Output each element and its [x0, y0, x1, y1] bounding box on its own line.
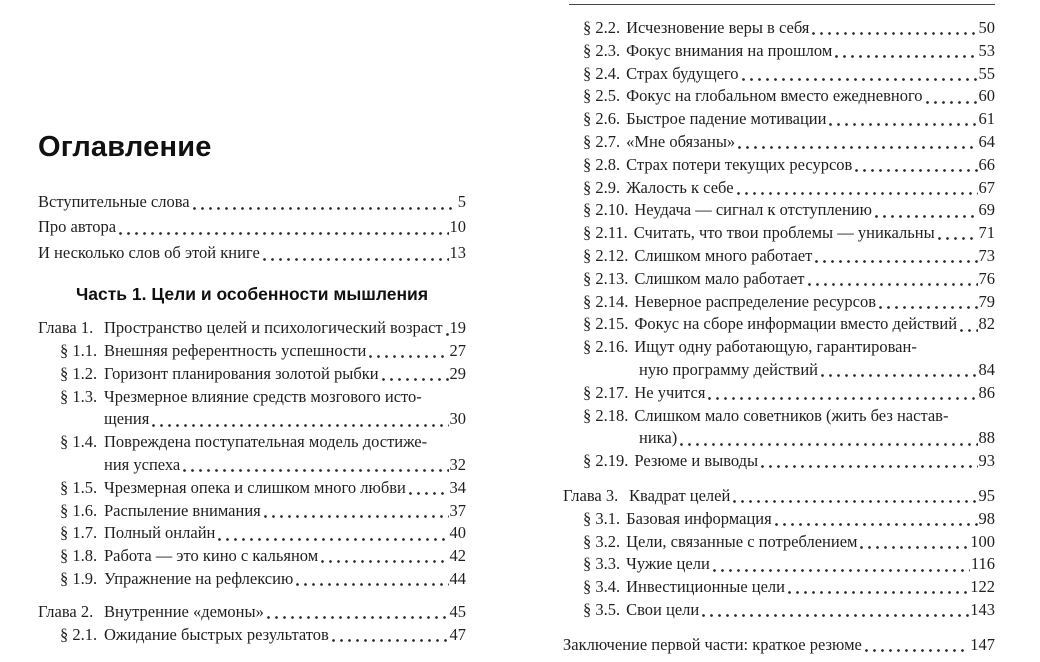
entry-page: 45: [449, 601, 466, 621]
entry-page: 93: [978, 451, 995, 471]
entry-title: Горизонт планирования золотой рыбки: [104, 363, 379, 383]
dot-leader: [829, 122, 977, 127]
entry-title: Полный онлайн: [104, 523, 216, 543]
toc-entry[interactable]: [38, 500, 466, 523]
entry-page: 53: [978, 40, 995, 60]
entry-page: 100: [970, 531, 995, 551]
entry-label: § 2.12.: [583, 245, 629, 265]
dot-leader: [369, 354, 448, 359]
entry-page: 147: [970, 634, 995, 654]
entry-label: § 2.6.: [583, 109, 621, 129]
toc-entry[interactable]: [563, 268, 995, 291]
entry-title: Быстрое падение мотивации: [626, 109, 827, 129]
page-top-rule: [569, 4, 995, 5]
entry-label: § 2.10.: [583, 200, 629, 220]
entry-title: Ищут одну работающую, гарантирован-: [634, 337, 917, 357]
entry-title: Страх потери текущих ресурсов: [626, 154, 853, 174]
entry-label: § 2.15.: [583, 314, 629, 334]
entry-title: Инвестиционные цели: [626, 577, 785, 597]
toc-entry[interactable]: [563, 85, 995, 108]
dot-leader: [713, 568, 970, 573]
entry-label: § 3.5.: [583, 599, 621, 619]
toc-entry[interactable]: [563, 291, 995, 314]
dot-leader: [865, 648, 969, 653]
entry-title: Цели, связанные с потреблением: [626, 531, 858, 551]
entry-title: «Мне обязаны»: [626, 131, 736, 151]
toc-list-left: [38, 317, 466, 646]
toc-entry[interactable]: [38, 477, 466, 500]
entry-label: § 1.2.: [60, 363, 98, 383]
dot-leader: [708, 396, 977, 401]
dot-leader: [218, 537, 448, 542]
toc-entry[interactable]: [38, 624, 466, 647]
dot-leader: [152, 423, 448, 428]
toc-entry[interactable]: [563, 245, 995, 268]
entry-page: 37: [449, 500, 466, 520]
entry-title: Неудача — сигнал к отступлению: [634, 200, 872, 220]
entry-label: Глава 2.: [38, 601, 94, 621]
entry-label: § 2.1.: [60, 624, 98, 644]
entry-label: § 2.16.: [583, 337, 629, 357]
part-heading: Часть 1. Цели и особенности мышления: [75, 284, 429, 305]
dot-leader: [761, 464, 977, 469]
dot-leader: [788, 590, 969, 595]
dot-leader: [733, 499, 977, 504]
toc-entry[interactable]: [38, 601, 466, 624]
dot-leader: [264, 514, 449, 519]
toc-entry[interactable]: [563, 17, 995, 40]
toc-entry[interactable]: [563, 634, 995, 657]
entry-page: 42: [449, 546, 466, 566]
toc-entry[interactable]: [563, 450, 995, 473]
entry-title: Чрезмерная опека и слишком много любви: [104, 477, 406, 497]
entry-label: § 1.4.: [60, 432, 98, 452]
entry-page: 40: [449, 523, 466, 543]
entry-title: Распыление внимания: [104, 500, 261, 520]
entry-label: § 3.1.: [583, 508, 621, 528]
spacer: [563, 622, 995, 634]
entry-label: § 2.4.: [583, 63, 621, 83]
entry-title: Повреждена поступательная модель достиже-: [104, 432, 428, 452]
entry-title: Неверное распределение ресурсов: [634, 291, 877, 311]
entry-title-continuation: ную программу действий: [639, 359, 818, 379]
toc-entry[interactable]: [563, 336, 995, 359]
entry-title: Страх будущего: [626, 63, 739, 83]
toc-entry[interactable]: [563, 222, 995, 245]
entry-label: § 1.5.: [60, 477, 98, 497]
dot-leader: [702, 613, 969, 618]
toc-entry[interactable]: [563, 63, 995, 86]
entry-page: 29: [449, 363, 466, 383]
entry-title: Чужие цели: [626, 554, 710, 574]
entry-page: 34: [449, 477, 466, 497]
entry-page: 88: [978, 428, 995, 448]
entry-label: § 2.13.: [583, 268, 629, 288]
entry-label: § 2.7.: [583, 131, 621, 151]
entry-title-continuation: ника): [639, 428, 678, 448]
entry-title: Слишком мало работает: [634, 268, 805, 288]
dot-leader: [938, 236, 978, 241]
entry-label: § 1.3.: [60, 386, 98, 406]
spacer: [563, 473, 995, 485]
entry-page: 32: [449, 455, 466, 474]
entry-label: § 2.8.: [583, 154, 621, 174]
entry-label: § 2.17.: [583, 382, 629, 402]
entry-title: Внутренние «демоны»: [104, 601, 264, 621]
entry-page: 64: [978, 131, 995, 151]
toc-entry[interactable]: [38, 214, 466, 239]
entry-title: Работа — это кино с кальяном: [104, 546, 319, 566]
entry-page: 86: [978, 382, 995, 402]
entry-page: 95: [978, 485, 995, 505]
toc-entry[interactable]: [563, 485, 995, 508]
toc-entry[interactable]: [38, 317, 466, 340]
entry-title: Резюме и выводы: [634, 451, 759, 471]
entry-title: Пространство целей и психологический возраст: [104, 318, 443, 338]
toc-entry[interactable]: [38, 340, 466, 363]
entry-label: § 2.5.: [583, 86, 621, 106]
dot-leader: [808, 282, 978, 287]
entry-label: § 3.2.: [583, 531, 621, 551]
entry-label: § 2.2.: [583, 18, 621, 37]
entry-label: § 1.6.: [60, 500, 98, 520]
entry-title: Про автора: [38, 217, 117, 237]
dot-leader: [680, 442, 977, 447]
entry-label: § 1.1.: [60, 341, 98, 361]
entry-page: 82: [978, 314, 995, 334]
toc-entry[interactable]: [38, 189, 466, 214]
dot-leader: [332, 638, 449, 643]
entry-page: 13: [449, 242, 466, 262]
entry-title: Исчезновение веры в себя: [626, 18, 810, 37]
entry-title: Заключение первой части: краткое резюме: [563, 634, 862, 654]
toc-entry[interactable]: [38, 431, 466, 454]
entry-title-continuation: ния успеха: [104, 455, 181, 474]
dot-leader: [263, 257, 449, 262]
entry-title-continuation: щения: [104, 409, 150, 429]
dot-leader: [860, 545, 969, 550]
page-right: [563, 0, 995, 657]
dot-leader: [119, 231, 448, 236]
dot-leader: [321, 559, 448, 564]
dot-leader: [875, 214, 978, 219]
entry-page: 69: [978, 200, 995, 220]
entry-page: 143: [970, 599, 995, 619]
toc-entry[interactable]: [563, 531, 995, 554]
dot-leader: [926, 100, 978, 105]
entry-label: § 2.14.: [583, 291, 629, 311]
entry-label: § 1.9.: [60, 568, 98, 588]
dot-leader: [296, 582, 448, 587]
dot-leader: [855, 168, 977, 173]
toc-list-right: [563, 17, 995, 657]
dot-leader: [742, 77, 978, 82]
entry-title: Считать, что твои проблемы — уникальны: [633, 223, 935, 243]
entry-title: И несколько слов об этой книге: [38, 242, 260, 262]
front-matter-list: [38, 189, 466, 265]
dot-leader: [960, 328, 977, 333]
toc-entry[interactable]: [563, 40, 995, 63]
entry-page: 116: [970, 554, 995, 574]
toc-entry[interactable]: [563, 199, 995, 222]
entry-page: 61: [978, 109, 995, 129]
dot-leader: [193, 206, 457, 211]
entry-title: Внешняя референтность успешности: [104, 341, 367, 361]
toc-entry[interactable]: [563, 382, 995, 405]
entry-page: 55: [978, 63, 995, 83]
entry-title: Фокус внимания на прошлом: [626, 40, 833, 60]
entry-title: Слишком мало советников (жить без настав-: [634, 405, 949, 425]
dot-leader: [835, 54, 977, 59]
entry-label: § 2.11.: [583, 223, 628, 243]
entry-title: Квадрат целей: [629, 485, 731, 505]
dot-leader: [812, 31, 977, 36]
entry-label: § 2.9.: [583, 177, 621, 197]
dot-leader: [879, 305, 977, 310]
dot-leader: [183, 468, 448, 473]
entry-page: 50: [978, 18, 995, 37]
toc-entry-continuation[interactable]: [38, 454, 466, 477]
toc-entry[interactable]: [38, 568, 466, 591]
entry-page: 19: [449, 318, 466, 338]
entry-page: 84: [978, 359, 995, 379]
toc-entry[interactable]: [563, 599, 995, 622]
entry-page: 30: [449, 409, 466, 429]
dot-leader: [821, 373, 978, 378]
entry-title: Жалость к себе: [626, 177, 734, 197]
toc-title: Оглавление: [38, 131, 212, 163]
toc-entry[interactable]: [563, 313, 995, 336]
entry-page: 44: [449, 568, 466, 588]
toc-entry[interactable]: [563, 508, 995, 531]
toc-entry[interactable]: [563, 405, 995, 428]
toc-entry[interactable]: [38, 240, 466, 265]
toc-entry[interactable]: [563, 131, 995, 154]
entry-page: 27: [449, 341, 466, 361]
page-left: [38, 0, 466, 646]
entry-title: Упражнение на рефлексию: [104, 568, 294, 588]
entry-page: 122: [970, 577, 995, 597]
dot-leader: [409, 491, 449, 496]
entry-page: 73: [978, 245, 995, 265]
entry-title: Не учится: [634, 382, 706, 402]
entry-title: Вступительные слова: [38, 192, 190, 211]
dot-leader: [382, 377, 449, 382]
entry-page: 47: [449, 624, 466, 644]
entry-title: Фокус на глобальном вместо ежедневного: [626, 86, 923, 106]
spacer: [38, 591, 466, 601]
entry-page: 66: [978, 154, 995, 174]
dot-leader: [738, 145, 977, 150]
entry-page: 79: [978, 291, 995, 311]
entry-page: 98: [978, 508, 995, 528]
entry-title: Свои цели: [626, 599, 700, 619]
entry-label: § 2.3.: [583, 40, 621, 60]
entry-page: 67: [978, 177, 995, 197]
entry-label: Глава 3.: [563, 485, 619, 505]
toc-entry[interactable]: [38, 545, 466, 568]
dot-leader: [267, 615, 449, 620]
toc-entry-continuation[interactable]: [38, 408, 466, 431]
entry-page: 71: [978, 223, 995, 243]
dot-leader: [446, 332, 449, 337]
entry-title: Базовая информация: [626, 508, 772, 528]
entry-label: § 1.7.: [60, 523, 98, 543]
entry-label: § 3.4.: [583, 577, 621, 597]
entry-title: Слишком много работает: [634, 245, 813, 265]
entry-title: Чрезмерное влияние средств мозгового исто-: [104, 386, 422, 406]
toc-entry[interactable]: [563, 576, 995, 599]
entry-page: 10: [449, 217, 466, 237]
toc-entry[interactable]: [38, 522, 466, 545]
dot-leader: [737, 191, 978, 196]
toc-entry-continuation[interactable]: [563, 427, 995, 450]
toc-entry[interactable]: [563, 154, 995, 177]
entry-page: 60: [978, 86, 995, 106]
toc-entry[interactable]: [563, 108, 995, 131]
entry-title: Фокус на сборе информации вместо действий: [634, 314, 958, 334]
entry-label: Глава 1.: [38, 318, 94, 338]
entry-label: § 1.8.: [60, 546, 98, 566]
entry-label: § 3.3.: [583, 554, 621, 574]
toc-entry-continuation[interactable]: [563, 359, 995, 382]
entry-title: Ожидание быстрых результатов: [104, 624, 329, 644]
toc-entry[interactable]: [38, 386, 466, 409]
dot-leader: [775, 522, 978, 527]
toc-entry[interactable]: [38, 363, 466, 386]
dot-leader: [815, 259, 977, 264]
entry-label: § 2.18.: [583, 405, 629, 425]
toc-entry[interactable]: [563, 553, 995, 576]
toc-entry[interactable]: [563, 177, 995, 200]
entry-page: 76: [978, 268, 995, 288]
entry-label: § 2.19.: [583, 451, 629, 471]
entry-page: 5: [457, 192, 466, 211]
